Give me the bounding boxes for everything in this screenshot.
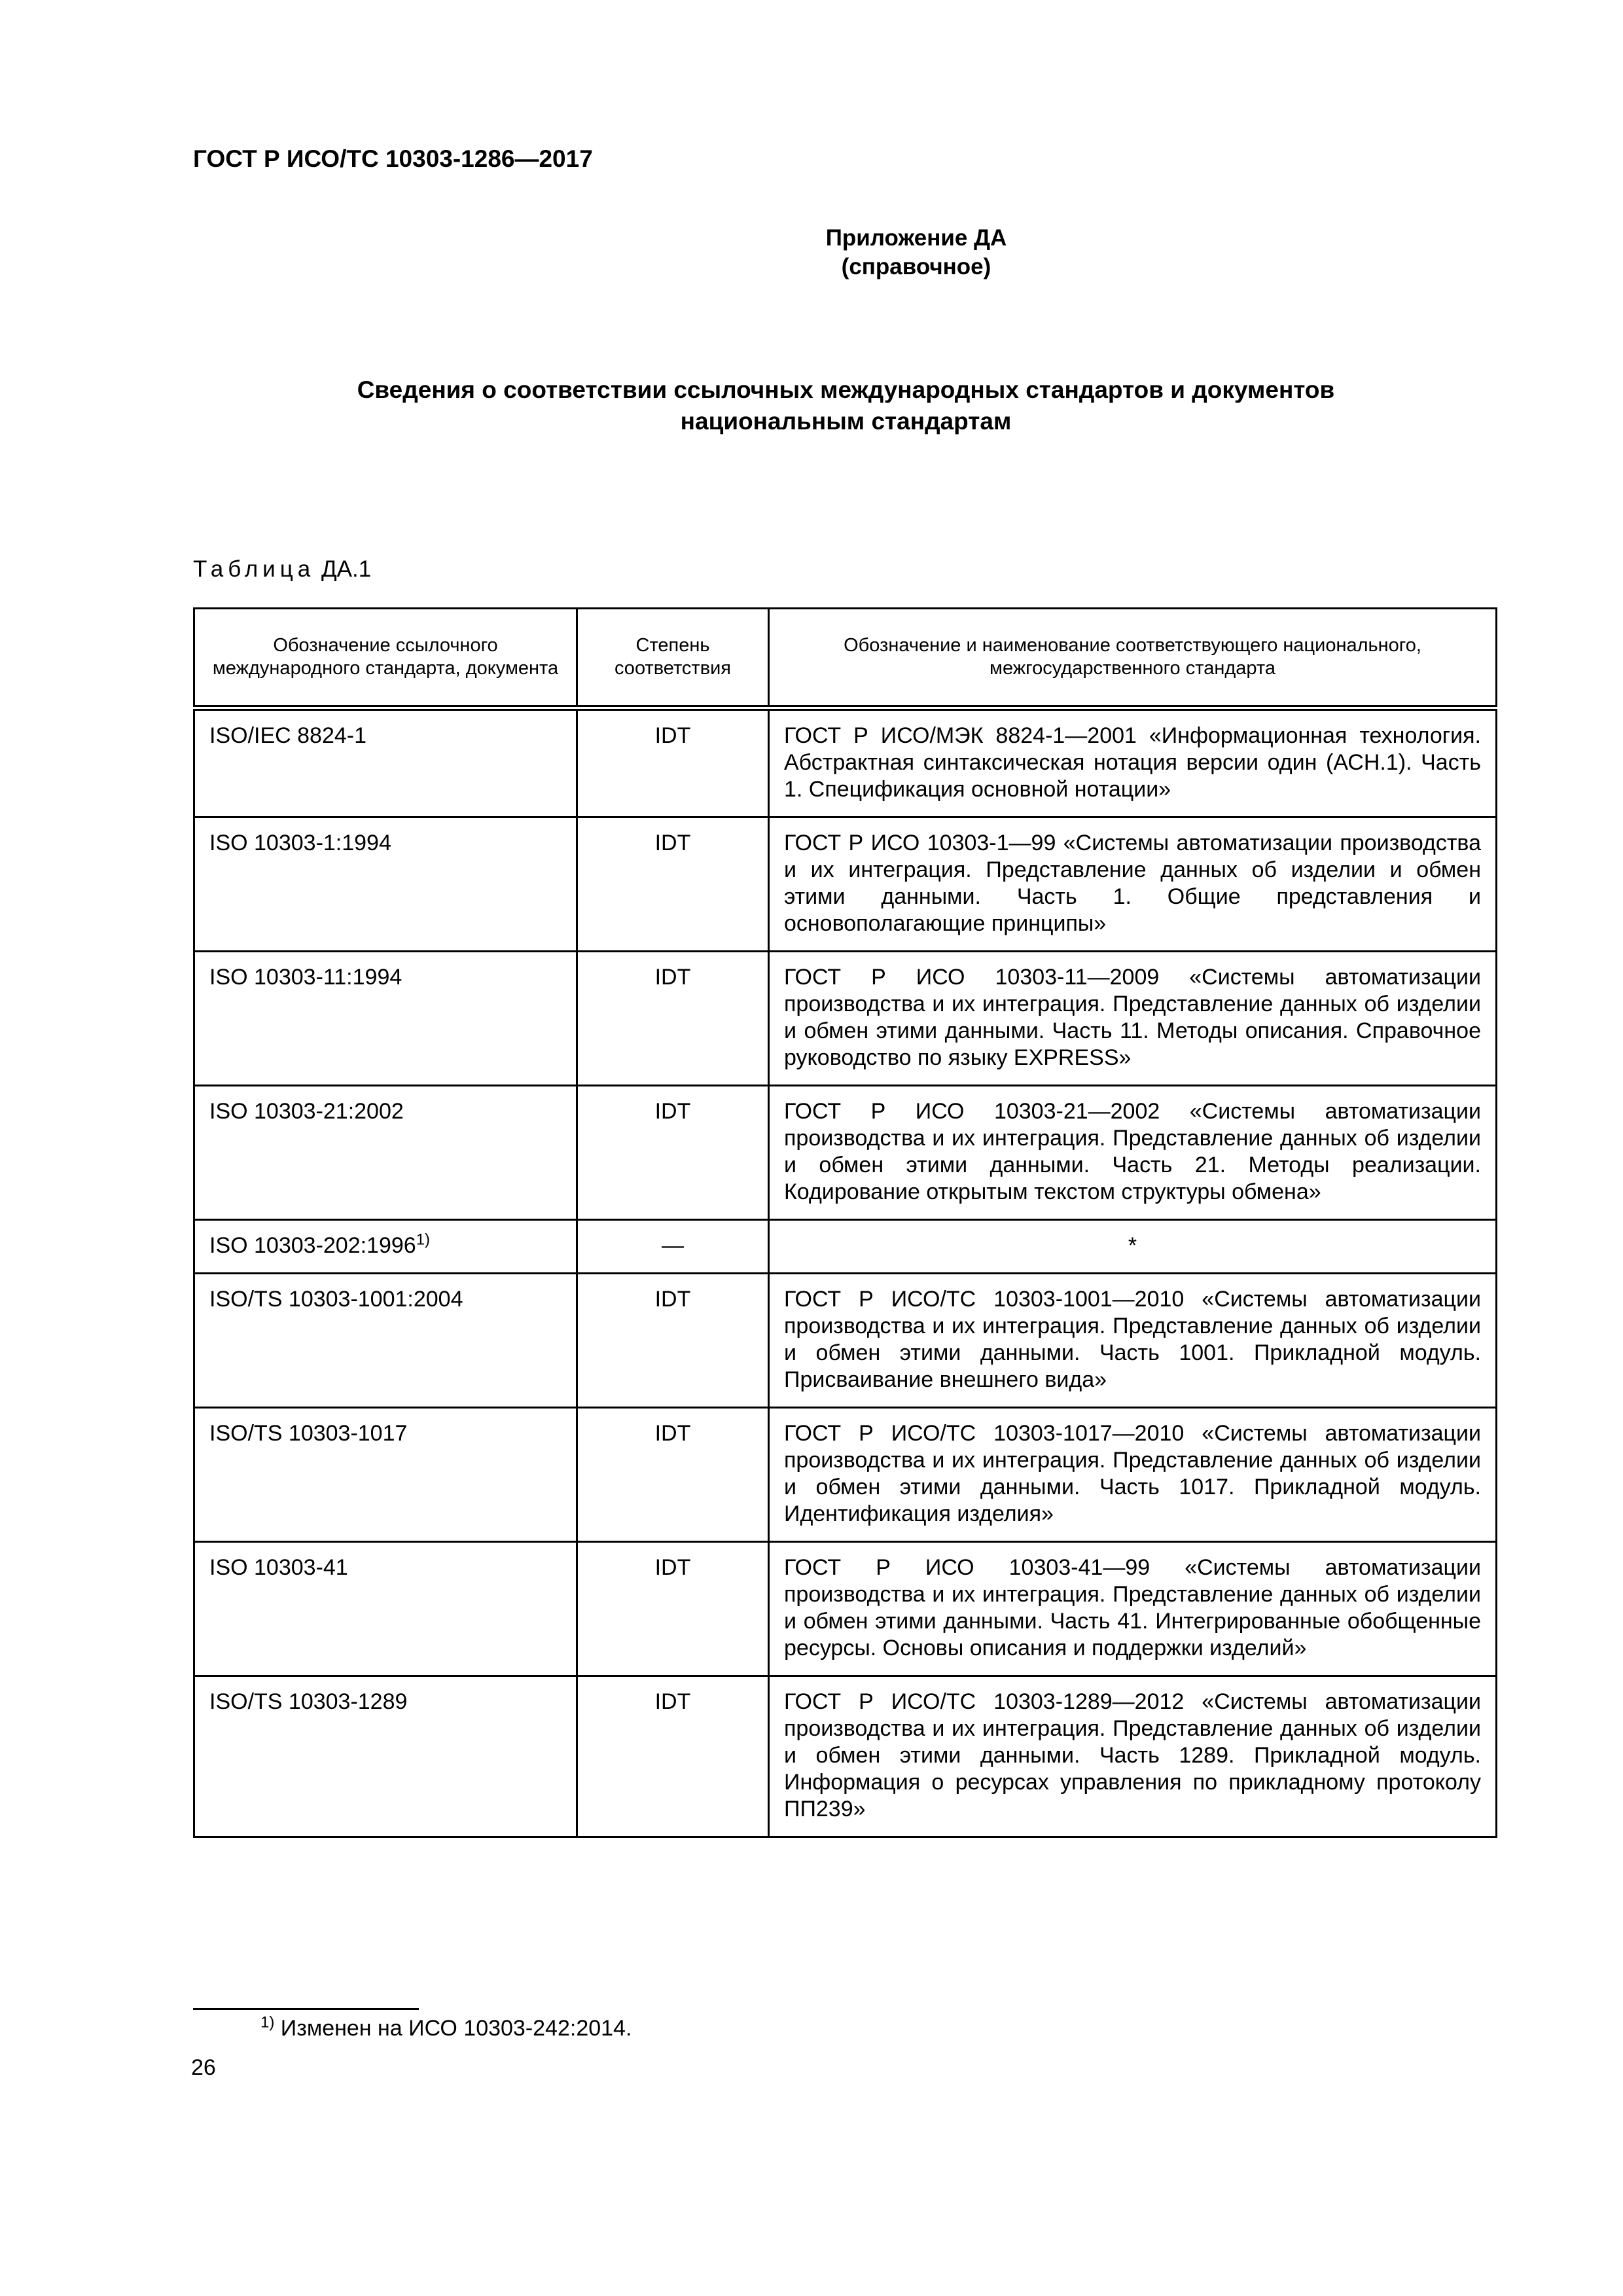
table-row	[194, 1274, 1497, 1408]
table-row	[194, 952, 1497, 1086]
degree-cell: IDT	[577, 1274, 769, 1408]
national-standard-cell: ГОСТ Р ИСО 10303-41—99 «Системы автоматизации производства и их интеграция. Представление данных об изделии и обмен этими данными. Часть 41. Интегрированные обобщенные ресурсы. Основы описания и поддержки изделий»	[769, 1542, 1497, 1676]
table-label-number: ДА.1	[321, 556, 372, 582]
ref-standard-cell	[194, 1220, 577, 1274]
table-label	[193, 556, 371, 583]
section-title	[193, 374, 1499, 437]
section-title-line1: Сведения о соответствии ссылочных международных стандартов и документов	[357, 376, 1335, 403]
degree-cell: IDT	[577, 952, 769, 1086]
correspondence-table	[193, 607, 1497, 1838]
column-header: Обозначение ссылочного международного стандарта, документа	[194, 609, 577, 708]
column-header: Обозначение и наименование соответствующего национального, межгосударственного стандарта	[769, 609, 1497, 708]
footnote-text: Изменен на ИСО 10303-242:2014.	[280, 2016, 632, 2041]
table-row	[194, 817, 1497, 952]
column-header: Степень соответствия	[577, 609, 769, 708]
ref-standard-cell: ISO/TS 10303-1289	[194, 1676, 577, 1837]
national-standard-cell: ГОСТ Р ИСО/МЭК 8824-1—2001 «Информационная технология. Абстрактная синтаксическая нотация версии один (АСН.1). Часть 1. Спецификация основной нотации»	[769, 708, 1497, 817]
footnote-marker: 1)	[260, 2013, 275, 2032]
footnote-ref-marker: 1)	[416, 1230, 431, 1249]
national-standard-cell: ГОСТ Р ИСО 10303-1—99 «Системы автоматизации производства и их интеграция. Представление данных об изделии и обмен этими данными. Часть 1. Общие представления и основополагающие принципы»	[769, 817, 1497, 952]
ref-standard-text: ISO 10303-202:1996	[209, 1233, 416, 1258]
ref-standard-cell: ISO 10303-21:2002	[194, 1086, 577, 1220]
footnote-divider	[193, 2008, 419, 2010]
degree-cell: IDT	[577, 1542, 769, 1676]
ref-standard-cell: ISO/TS 10303-1017	[194, 1408, 577, 1542]
table-label-word: Таблица	[193, 556, 315, 582]
degree-cell: IDT	[577, 1676, 769, 1837]
national-standard-cell: ГОСТ Р ИСО 10303-21—2002 «Системы автоматизации производства и их интеграция. Представление данных об изделии и обмен этими данными. Часть 21. Методы реализации. Кодирование открытым текстом структуры обмена»	[769, 1086, 1497, 1220]
ref-standard-cell: ISO 10303-41	[194, 1542, 577, 1676]
footnote	[260, 2013, 632, 2041]
ref-standard-cell: ISO 10303-11:1994	[194, 952, 577, 1086]
degree-cell: IDT	[577, 1086, 769, 1220]
table-row	[194, 1542, 1497, 1676]
annex-subtitle: (справочное)	[841, 254, 991, 279]
degree-cell: IDT	[577, 1408, 769, 1542]
ref-standard-cell: ISO/IEC 8824-1	[194, 708, 577, 817]
doc-code-header: ГОСТ Р ИСО/ТС 10303-1286—2017	[193, 145, 593, 172]
annex-title: Приложение ДА	[825, 225, 1007, 251]
table-row	[194, 708, 1497, 817]
degree-cell: —	[577, 1220, 769, 1274]
section-title-line2: национальным стандартам	[680, 408, 1012, 435]
national-standard-cell: ГОСТ Р ИСО/ТС 10303-1017—2010 «Системы автоматизации производства и их интеграция. Представление данных об изделии и обмен этими данными. Часть 1017. Прикладной модуль. Идентификация изделия»	[769, 1408, 1497, 1542]
page-number: 26	[191, 2055, 216, 2080]
ref-standard-cell: ISO/TS 10303-1001:2004	[194, 1274, 577, 1408]
national-standard-cell: ГОСТ Р ИСО 10303-11—2009 «Системы автоматизации производства и их интеграция. Представление данных об изделии и обмен этими данными. Часть 11. Методы описания. Справочное руководство по языку EXPRESS»	[769, 952, 1497, 1086]
degree-cell: IDT	[577, 817, 769, 952]
table-header-row	[194, 609, 1497, 708]
correspondence-table-wrapper	[193, 607, 1495, 1838]
national-standard-cell: ГОСТ Р ИСО/ТС 10303-1289—2012 «Системы автоматизации производства и их интеграция. Представление данных об изделии и обмен этими данными. Часть 1289. Прикладной модуль. Информация о ресурсах управления по прикладному протоколу ПП239»	[769, 1676, 1497, 1837]
table-row	[194, 1408, 1497, 1542]
national-standard-cell: ГОСТ Р ИСО/ТС 10303-1001—2010 «Системы автоматизации производства и их интеграция. Представление данных об изделии и обмен этими данными. Часть 1001. Прикладной модуль. Присваивание внешнего вида»	[769, 1274, 1497, 1408]
national-standard-cell: *	[769, 1220, 1497, 1274]
table-row	[194, 1220, 1497, 1274]
degree-cell: IDT	[577, 708, 769, 817]
table-row	[194, 1676, 1497, 1837]
table-row	[194, 1086, 1497, 1220]
ref-standard-cell: ISO 10303-1:1994	[194, 817, 577, 952]
